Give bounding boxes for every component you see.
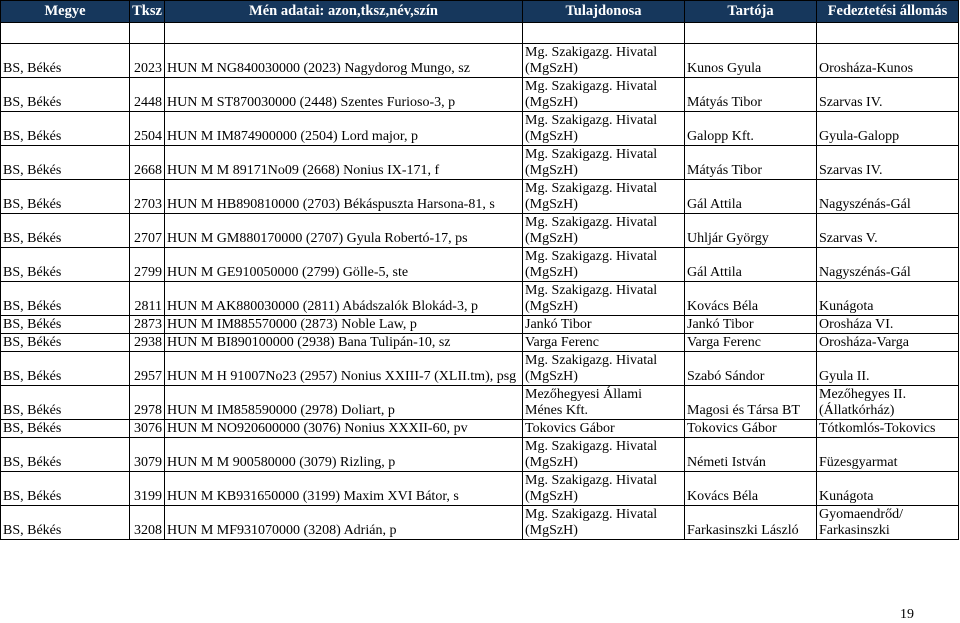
table-row (1, 334, 959, 352)
table-row (1, 472, 959, 506)
table-row (1, 316, 959, 334)
cell-tulajdonosa (523, 352, 685, 386)
cell-tksz: 2448 (130, 78, 165, 112)
cell-tulajdonosa (523, 472, 685, 506)
cell-fedeztetesi-allomas (817, 214, 959, 248)
cell-fedeztetesi-allomas-line: Orosháza-Varga (819, 335, 909, 350)
cell-fedeztetesi-allomas-line: Gyula II. (819, 369, 870, 384)
table-row (1, 180, 959, 214)
cell-tartoja (685, 180, 817, 214)
cell-tulajdonosa-line: Mg. Szakigazg. Hivatal (525, 507, 658, 522)
cell-fedeztetesi-allomas-line: Szarvas IV. (819, 163, 883, 178)
cell-men-adatai: HUN M HB890810000 (2703) Békáspuszta Harsona-81, s (165, 180, 523, 214)
cell-megye: BS, Békés (1, 386, 130, 420)
table-row (1, 146, 959, 180)
cell-fedeztetesi-allomas-line: Kunágota (819, 489, 874, 504)
cell-fedeztetesi-allomas (817, 282, 959, 316)
cell-tartoja-line: Németi István (687, 455, 766, 470)
cell-fedeztetesi-allomas-line: Farkasinszki (819, 523, 890, 538)
cell-fedeztetesi-allomas-line: Füzesgyarmat (819, 455, 898, 470)
cell-tartoja-line: Kunos Gyula (687, 61, 762, 76)
cell-men-adatai: HUN M H 91007No23 (2957) Nonius XXIII-7 (XLII.tm), psg (165, 352, 523, 386)
cell-tksz: 2668 (130, 146, 165, 180)
cell-megye: BS, Békés (1, 112, 130, 146)
cell-tartoja (685, 352, 817, 386)
cell-tartoja-line: Tokovics Gábor (687, 421, 777, 436)
cell-tulajdonosa (523, 78, 685, 112)
page-number: 19 (900, 607, 914, 622)
cell-tulajdonosa (523, 386, 685, 420)
cell-tartoja (685, 438, 817, 472)
cell-tulajdonosa-line: Ménes Kft. (525, 403, 588, 418)
cell-megye: BS, Békés (1, 352, 130, 386)
cell-tulajdonosa-line: (MgSzH) (525, 369, 578, 384)
cell-tulajdonosa-line: Mg. Szakigazg. Hivatal (525, 439, 658, 454)
cell-men-adatai: HUN M AK880030000 (2811) Abádszalók Blokád-3, p (165, 282, 523, 316)
header-megye: Megye (1, 1, 130, 23)
table-row (1, 44, 959, 78)
cell-tartoja (685, 420, 817, 438)
cell-tartoja (685, 472, 817, 506)
cell-fedeztetesi-allomas (817, 44, 959, 78)
table-row (1, 420, 959, 438)
cell-tulajdonosa-line: (MgSzH) (525, 523, 578, 538)
cell-tulajdonosa-line: Mg. Szakigazg. Hivatal (525, 45, 658, 60)
cell-men-adatai: HUN M ST870030000 (2448) Szentes Furioso-3, p (165, 78, 523, 112)
header-men-adatai: Mén adatai: azon,tksz,név,szín (165, 1, 523, 23)
cell-tulajdonosa-line: Mg. Szakigazg. Hivatal (525, 181, 658, 196)
cell-fedeztetesi-allomas (817, 352, 959, 386)
cell-tulajdonosa-line: Mg. Szakigazg. Hivatal (525, 249, 658, 264)
cell-fedeztetesi-allomas (817, 506, 959, 540)
header-tksz: Tksz (130, 1, 165, 23)
cell-megye: BS, Békés (1, 44, 130, 78)
cell-fedeztetesi-allomas-line: Gyula-Galopp (819, 129, 900, 144)
cell-men-adatai: HUN M NO920600000 (3076) Nonius XXXII-60, pv (165, 420, 523, 438)
cell-tartoja-line: Gál Attila (687, 265, 742, 280)
header-tulajdonosa: Tulajdonosa (523, 1, 685, 23)
cell-fedeztetesi-allomas-line: Orosháza VI. (819, 317, 894, 332)
table-row (1, 78, 959, 112)
cell-tulajdonosa (523, 420, 685, 438)
cell-tulajdonosa-line: Mg. Szakigazg. Hivatal (525, 473, 658, 488)
cell-tartoja (685, 112, 817, 146)
cell-men-adatai: HUN M GE910050000 (2799) Gölle-5, ste (165, 248, 523, 282)
cell-fedeztetesi-allomas-line: Nagyszénás-Gál (819, 265, 911, 280)
cell-tartoja-line: Mátyás Tibor (687, 95, 763, 110)
cell-megye: BS, Békés (1, 248, 130, 282)
table-row (1, 214, 959, 248)
table-row (1, 386, 959, 420)
cell-fedeztetesi-allomas-line: Mezőhegyes II. (819, 387, 907, 402)
cell-megye: BS, Békés (1, 180, 130, 214)
cell-tulajdonosa-line: Mg. Szakigazg. Hivatal (525, 353, 658, 368)
cell-tulajdonosa-line: (MgSzH) (525, 265, 578, 280)
cell-men-adatai: HUN M GM880170000 (2707) Gyula Robertó-17, ps (165, 214, 523, 248)
cell-tulajdonosa (523, 506, 685, 540)
cell-men-adatai: HUN M MF931070000 (3208) Adrián, p (165, 506, 523, 540)
cell-megye: BS, Békés (1, 146, 130, 180)
cell-men-adatai: HUN M IM858590000 (2978) Doliart, p (165, 386, 523, 420)
table-row (1, 248, 959, 282)
cell-fedeztetesi-allomas (817, 316, 959, 334)
cell-tartoja-line: Szabó Sándor (687, 369, 765, 384)
cell-tulajdonosa-line: (MgSzH) (525, 231, 578, 246)
cell-men-adatai: HUN M BI890100000 (2938) Bana Tulipán-10, sz (165, 334, 523, 352)
cell-fedeztetesi-allomas-line: Szarvas V. (819, 231, 878, 246)
cell-tksz: 2873 (130, 316, 165, 334)
cell-tartoja-line: Galopp Kft. (687, 129, 754, 144)
cell-fedeztetesi-allomas (817, 78, 959, 112)
cell-tksz: 3199 (130, 472, 165, 506)
cell-tulajdonosa-line: Mg. Szakigazg. Hivatal (525, 283, 658, 298)
table-row (1, 438, 959, 472)
cell-tulajdonosa (523, 438, 685, 472)
cell-tulajdonosa-line: (MgSzH) (525, 299, 578, 314)
cell-tartoja (685, 44, 817, 78)
cell-tulajdonosa (523, 334, 685, 352)
cell-megye: BS, Békés (1, 420, 130, 438)
cell-tksz: 2799 (130, 248, 165, 282)
cell-tulajdonosa-line: (MgSzH) (525, 61, 578, 76)
cell-tksz: 3076 (130, 420, 165, 438)
table-row (1, 112, 959, 146)
cell-tulajdonosa-line: (MgSzH) (525, 129, 578, 144)
cell-tulajdonosa-line: (MgSzH) (525, 197, 578, 212)
cell-tartoja (685, 316, 817, 334)
cell-tulajdonosa (523, 146, 685, 180)
cell-megye: BS, Békés (1, 506, 130, 540)
cell-megye: BS, Békés (1, 438, 130, 472)
cell-tulajdonosa-line: Varga Ferenc (525, 335, 599, 350)
cell-tulajdonosa-line: (MgSzH) (525, 95, 578, 110)
cell-tartoja (685, 506, 817, 540)
cell-megye: BS, Békés (1, 282, 130, 316)
cell-fedeztetesi-allomas (817, 180, 959, 214)
cell-tksz: 3079 (130, 438, 165, 472)
cell-tksz: 3208 (130, 506, 165, 540)
cell-tartoja-line: Farkasinszki László (687, 523, 799, 538)
cell-tartoja (685, 248, 817, 282)
cell-fedeztetesi-allomas-line: (Állatkórház) (819, 403, 895, 418)
header-tartoja: Tartója (685, 1, 817, 23)
cell-tulajdonosa-line: Mg. Szakigazg. Hivatal (525, 79, 658, 94)
cell-tartoja (685, 334, 817, 352)
cell-men-adatai: HUN M KB931650000 (3199) Maxim XVI Bátor, s (165, 472, 523, 506)
table-row (1, 282, 959, 316)
cell-tulajdonosa (523, 180, 685, 214)
cell-tksz: 2938 (130, 334, 165, 352)
cell-tksz: 2703 (130, 180, 165, 214)
cell-fedeztetesi-allomas-line: Szarvas IV. (819, 95, 883, 110)
cell-fedeztetesi-allomas-line: Orosháza-Kunos (819, 61, 914, 76)
cell-tulajdonosa-line: (MgSzH) (525, 455, 578, 470)
cell-fedeztetesi-allomas (817, 420, 959, 438)
cell-fedeztetesi-allomas (817, 112, 959, 146)
cell-tulajdonosa-line: Mg. Szakigazg. Hivatal (525, 215, 658, 230)
cell-tartoja (685, 146, 817, 180)
cell-tksz: 2811 (130, 282, 165, 316)
cell-tulajdonosa-line: Jankó Tibor (525, 317, 592, 332)
cell-fedeztetesi-allomas (817, 334, 959, 352)
cell-tartoja-line: Mátyás Tibor (687, 163, 763, 178)
cell-tulajdonosa (523, 248, 685, 282)
blank-row (1, 23, 959, 44)
cell-tksz: 2023 (130, 44, 165, 78)
cell-men-adatai: HUN M IM874900000 (2504) Lord major, p (165, 112, 523, 146)
cell-tartoja-line: Jankó Tibor (687, 317, 754, 332)
cell-tartoja-line: Kovács Béla (687, 299, 759, 314)
cell-megye: BS, Békés (1, 78, 130, 112)
cell-men-adatai: HUN M M 900580000 (3079) Rizling, p (165, 438, 523, 472)
cell-tksz: 2957 (130, 352, 165, 386)
cell-men-adatai: HUN M IM885570000 (2873) Noble Law, p (165, 316, 523, 334)
cell-tartoja (685, 214, 817, 248)
cell-tartoja-line: Gál Attila (687, 197, 742, 212)
cell-tulajdonosa (523, 112, 685, 146)
cell-fedeztetesi-allomas (817, 472, 959, 506)
cell-tulajdonosa (523, 44, 685, 78)
cell-tartoja (685, 78, 817, 112)
cell-tartoja-line: Kovács Béla (687, 489, 759, 504)
cell-men-adatai: HUN M M 89171No09 (2668) Nonius IX-171, f (165, 146, 523, 180)
cell-fedeztetesi-allomas-line: Nagyszénás-Gál (819, 197, 911, 212)
cell-fedeztetesi-allomas (817, 146, 959, 180)
cell-tulajdonosa (523, 316, 685, 334)
cell-men-adatai: HUN M NG840030000 (2023) Nagydorog Mungo, sz (165, 44, 523, 78)
cell-tulajdonosa (523, 282, 685, 316)
cell-tksz: 2504 (130, 112, 165, 146)
cell-megye: BS, Békés (1, 334, 130, 352)
cell-fedeztetesi-allomas-line: Gyomaendrőd/ (819, 507, 903, 522)
cell-tulajdonosa-line: Mezőhegyesi Állami (525, 387, 643, 402)
cell-tartoja-line: Magosi és Társa BT (687, 403, 800, 418)
cell-tulajdonosa (523, 214, 685, 248)
cell-tartoja (685, 386, 817, 420)
cell-tartoja (685, 282, 817, 316)
cell-tulajdonosa-line: Mg. Szakigazg. Hivatal (525, 113, 658, 128)
table-row (1, 506, 959, 540)
cell-fedeztetesi-allomas (817, 438, 959, 472)
cell-fedeztetesi-allomas-line: Tótkomlós-Tokovics (819, 421, 936, 436)
cell-fedeztetesi-allomas (817, 248, 959, 282)
cell-megye: BS, Békés (1, 316, 130, 334)
cell-megye: BS, Békés (1, 214, 130, 248)
cell-fedeztetesi-allomas-line: Kunágota (819, 299, 874, 314)
header-fedeztetesi-allomas: Fedeztetési állomás (817, 1, 959, 23)
cell-tksz: 2978 (130, 386, 165, 420)
header-row (1, 1, 959, 23)
cell-tulajdonosa-line: Tokovics Gábor (525, 421, 615, 436)
cell-tartoja-line: Uhljár György (687, 231, 769, 246)
cell-tulajdonosa-line: (MgSzH) (525, 163, 578, 178)
cell-fedeztetesi-allomas (817, 386, 959, 420)
cell-tulajdonosa-line: Mg. Szakigazg. Hivatal (525, 147, 658, 162)
cell-tksz: 2707 (130, 214, 165, 248)
cell-tartoja-line: Varga Ferenc (687, 335, 761, 350)
cell-tulajdonosa-line: (MgSzH) (525, 489, 578, 504)
cell-megye: BS, Békés (1, 472, 130, 506)
table-row (1, 352, 959, 386)
